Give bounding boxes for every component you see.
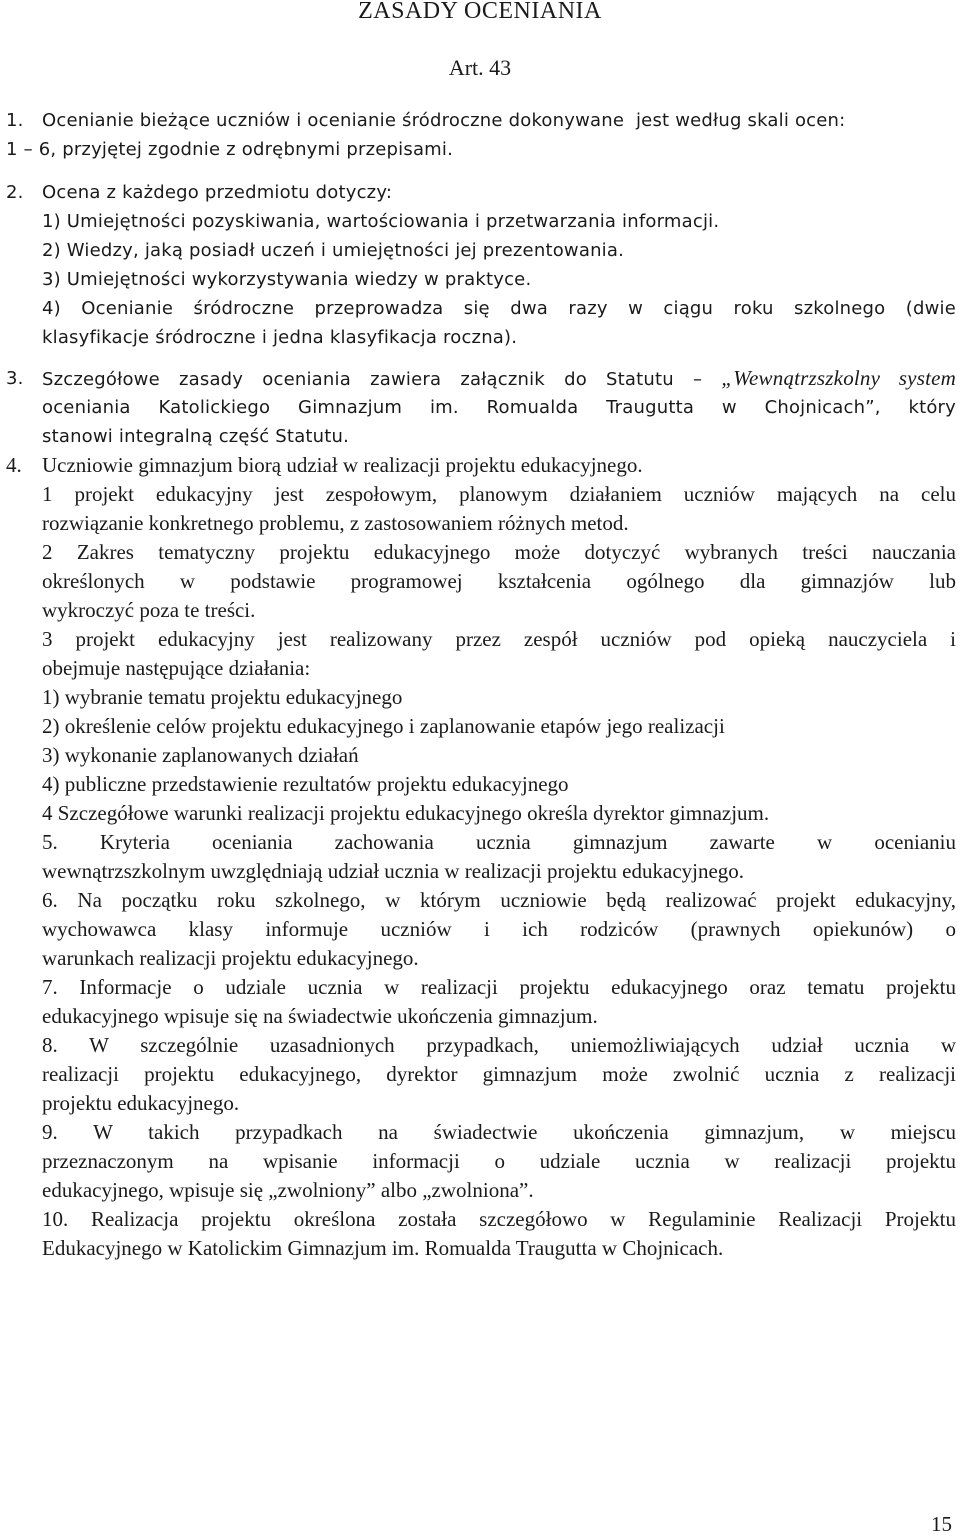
paragraph-1-line-2: 1 – 6, przyjętej zgodnie z odrębnymi przepisami. — [6, 139, 454, 160]
paragraph-5-number: 5. — [42, 830, 58, 854]
paragraph-3-line-1 — [42, 364, 956, 394]
paragraph-5-line-1-text: Kryteria oceniania zachowania ucznia gimnazjum zawarte w ocenianiu — [99, 830, 956, 854]
project-definition-line-1: 1 projekt edukacyjny jest zespołowym, planowym działaniem uczniów mających na celu — [42, 482, 956, 506]
paragraph-3-line-2: oceniania Katolickiego Gimnazjum im. Romualda Traugutta w Chojnicach”, który — [42, 397, 956, 418]
project-scope-line-2: określonych w podstawie programowej kształcenia ogólnego dla gimnazjów lub — [42, 569, 956, 593]
project-action-2: 2) określenie celów projektu edukacyjnego i zaplanowanie etapów jego realizacji — [42, 714, 725, 738]
paragraph-8-line-2: realizacji projektu edukacyjnego, dyrektor gimnazjum może zwolnić ucznia z realizacji — [42, 1062, 956, 1086]
paragraph-4-number: 4. — [6, 453, 22, 477]
paragraph-8-number: 8. — [42, 1033, 58, 1057]
paragraph-7-number: 7. — [42, 975, 58, 999]
paragraph-6-number: 6. — [42, 888, 58, 912]
project-action-3: 3) wykonanie zaplanowanych działań — [42, 743, 359, 767]
paragraph-6-line-1-text: Na początku roku szkolnego, w którym uczniowie będą realizować projekt edukacyjny, — [77, 888, 956, 912]
paragraph-9-line-2: przeznaczonym na wpisanie informacji o udziale ucznia w realizacji projektu — [42, 1149, 956, 1173]
paragraph-3-line-1-text: Szczegółowe zasady oceniania zawiera załącznik do Statutu – — [42, 369, 703, 390]
paragraph-6-line-2: wychowawca klasy informuje uczniów i ich rodziców (prawnych opiekunów) o — [42, 917, 956, 941]
document-title: ZASADY OCENIANIA — [358, 0, 602, 24]
article-heading: Art. 43 — [448, 55, 512, 80]
paragraph-8-line-1-text: W szczególnie uzasadnionych przypadkach, uniemożliwiających udział ucznia w — [89, 1033, 957, 1057]
paragraph-2-intro: Ocena z każdego przedmiotu dotyczy: — [42, 182, 393, 203]
paragraph-3-number: 3. — [6, 368, 24, 389]
paragraph-9-number: 9. — [42, 1120, 58, 1144]
project-realization-line-2: obejmuje następujące działania: — [42, 656, 311, 680]
project-detailed-conditions: 4 Szczegółowe warunki realizacji projektu edukacyjnego określa dyrektor gimnazjum. — [42, 801, 770, 825]
paragraph-2-item-2: 2) Wiedzy, jaką posiadł uczeń i umiejętności jej prezentowania. — [42, 240, 625, 261]
project-scope-line-3: wykroczyć poza te treści. — [42, 598, 256, 622]
paragraph-4-line-1: Uczniowie gimnazjum biorą udział w realizacji projektu edukacyjnego. — [42, 453, 643, 477]
paragraph-2-item-4-line-1: 4) Ocenianie śródroczne przeprowadza się dwa razy w ciągu roku szkolnego (dwie — [42, 298, 956, 319]
paragraph-2-item-4-line-2: klasyfikacje śródroczne i jedna klasyfikacja roczna). — [42, 327, 518, 348]
paragraph-6-line-1 — [42, 886, 956, 915]
paragraph-5-line-1 — [42, 828, 956, 857]
paragraph-10-line-2: Edukacyjnego w Katolickim Gimnazjum im. Romualda Traugutta w Chojnicach. — [42, 1236, 724, 1260]
paragraph-5-line-2: wewnątrzszkolnym uwzględniają udział ucznia w realizacji projektu edukacyjnego. — [42, 859, 745, 883]
project-definition-line-2: rozwiązanie konkretnego problemu, z zastosowaniem różnych metod. — [42, 511, 629, 535]
paragraph-9-line-1-text: W takich przypadkach na świadectwie ukończenia gimnazjum, w miejscu — [93, 1120, 956, 1144]
paragraph-2-item-1: 1) Umiejętności pozyskiwania, wartościowania i przetwarzania informacji. — [42, 211, 720, 232]
paragraph-10-line-1 — [42, 1205, 956, 1234]
paragraph-7-line-1 — [42, 973, 956, 1002]
project-action-1: 1) wybranie tematu projektu edukacyjnego — [42, 685, 403, 709]
paragraph-9-line-3: edukacyjnego, wpisuje się „zwolniony” albo „zwolniona”. — [42, 1178, 534, 1202]
paragraph-2-item-3: 3) Umiejętności wykorzystywania wiedzy w praktyce. — [42, 269, 532, 290]
project-action-4: 4) publiczne przedstawienie rezultatów projektu edukacyjnego — [42, 772, 569, 796]
paragraph-9-line-1 — [42, 1118, 956, 1147]
paragraph-2-number: 2. — [6, 182, 24, 203]
project-realization-line-1: 3 projekt edukacyjny jest realizowany przez zespół uczniów pod opieką nauczyciela i — [42, 627, 956, 651]
paragraph-10-number: 10. — [42, 1207, 69, 1231]
page-number: 15 — [931, 1512, 952, 1536]
paragraph-1-line-1: Ocenianie bieżące uczniów i ocenianie śródroczne dokonywane jest według skali ocen: — [42, 110, 846, 131]
project-scope-line-1: 2 Zakres tematyczny projektu edukacyjnego może dotyczyć wybranych treści nauczania — [42, 540, 956, 564]
paragraph-7-line-2: edukacyjnego wpisuje się na świadectwie ukończenia gimnazjum. — [42, 1004, 598, 1028]
statute-attachment-title: „Wewnątrzszkolny system — [721, 366, 956, 390]
paragraph-8-line-3: projektu edukacyjnego. — [42, 1091, 240, 1115]
paragraph-3-line-3: stanowi integralną część Statutu. — [42, 426, 350, 447]
paragraph-8-line-1 — [42, 1031, 956, 1060]
paragraph-1-number: 1. — [6, 110, 24, 131]
paragraph-10-line-1-text: Realizacja projektu określona została szczegółowo w Regulaminie Realizacji Projektu — [90, 1207, 957, 1231]
paragraph-6-line-3: warunkach realizacji projektu edukacyjnego. — [42, 946, 419, 970]
paragraph-7-line-1-text: Informacje o udziale ucznia w realizacji projektu edukacyjnego oraz tematu projektu — [79, 975, 957, 999]
